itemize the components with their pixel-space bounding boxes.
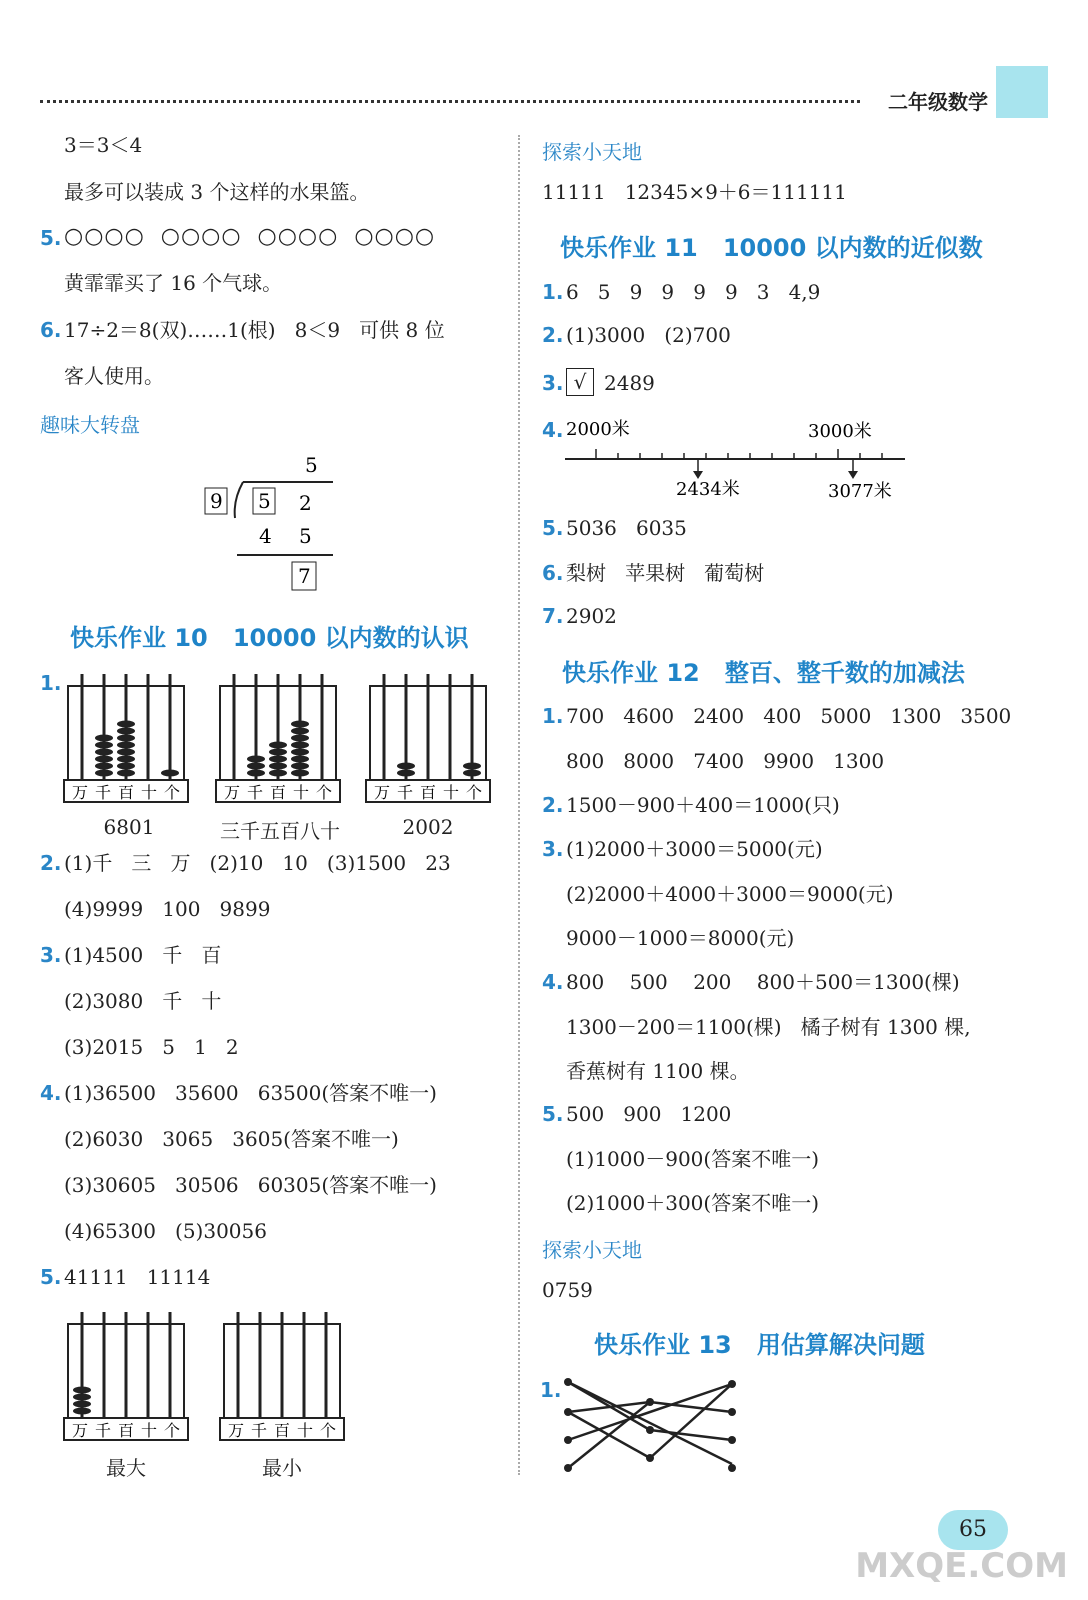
- answer-line: (1)3000 (2)700: [566, 323, 731, 347]
- question-number: 5.: [40, 1265, 62, 1289]
- answer-line: 梨树 苹果树 葡萄树: [566, 561, 765, 585]
- division-bracket: [235, 482, 333, 518]
- answer-line: 1500－900＋400＝1000(只): [566, 793, 840, 817]
- section-fun-wheel: 趣味大转盘: [40, 413, 140, 437]
- answer-line: 2902: [566, 604, 617, 628]
- header-tab: [996, 66, 1048, 118]
- question-number: 3.: [542, 371, 564, 395]
- answer-line: (3)2015 5 1 2: [64, 1035, 239, 1059]
- answer-line: (2)2000＋4000＋3000＝9000(元): [566, 882, 894, 906]
- checkmark-box: √: [566, 368, 594, 396]
- answer-line: (1)千 三 万 (2)10 10 (3)1500 23: [64, 851, 451, 875]
- question-number: 6.: [40, 318, 62, 342]
- page-number: 65: [938, 1510, 1008, 1550]
- column-divider: [518, 135, 520, 1475]
- section-explore: 探索小天地: [542, 1238, 642, 1262]
- question-number: 4.: [542, 970, 564, 994]
- answer-line: 1300－200＝1100(棵) 橘子树有 1300 棵,: [566, 1015, 971, 1039]
- question-number: 6.: [542, 561, 564, 585]
- question-number: 1.: [542, 280, 564, 304]
- question-number: 1.: [40, 671, 62, 695]
- answer-line: 41111 11114: [64, 1265, 211, 1289]
- question-number: 2.: [40, 851, 62, 875]
- long-division: [195, 450, 345, 595]
- question-number: 5.: [542, 1102, 564, 1126]
- answer-line: 6 5 9 9 9 9 3 4,9: [566, 280, 821, 304]
- circles-answer: ○○○○ ○○○○ ○○○○ ○○○○: [64, 224, 436, 249]
- header-dotted-rule: [40, 100, 860, 103]
- answer-line: 700 4600 2400 400 5000 1300 3500: [566, 704, 1012, 728]
- question-number: 1.: [540, 1378, 562, 1402]
- answer-line: 3＝3＜4: [64, 133, 143, 157]
- hw11-title: 快乐作业 11 10000 以内数的近似数: [560, 234, 983, 262]
- question-number: 5.: [40, 226, 62, 250]
- hw10-title: 快乐作业 10 10000 以内数的认识: [70, 624, 469, 652]
- answer-line: 17÷2＝8(双)……1(根) 8＜9 可供 8 位: [64, 318, 445, 342]
- number-line: [560, 415, 920, 505]
- quotient: 5: [305, 453, 318, 477]
- question-number: 4.: [542, 418, 564, 442]
- place-value-labels: 万千百十个: [72, 1421, 188, 1440]
- label-3000m: 3000米: [808, 421, 872, 442]
- answer-line: (4)65300 (5)30056: [64, 1219, 267, 1243]
- label-2000m: 2000米: [566, 419, 630, 440]
- question-number: 2.: [542, 323, 564, 347]
- abacus-caption: 最小: [262, 1456, 302, 1480]
- abacus-6801: [60, 672, 192, 806]
- divisor: 9: [210, 489, 223, 513]
- answer-line: (1)36500 35600 63500(答案不唯一): [64, 1081, 437, 1105]
- answer-line: 黄霏霏买了 16 个气球。: [64, 271, 283, 295]
- place-value-labels: 万千百十个: [72, 783, 188, 802]
- abacus-3580: [212, 672, 344, 806]
- abacus-caption: 6801: [103, 815, 155, 839]
- answer-line: (1)2000＋3000＝5000(元): [566, 837, 823, 861]
- watermark: MXQE.COM: [855, 1546, 1068, 1586]
- abacus-2002: [362, 672, 494, 806]
- answer-line: 香蕉树有 1100 棵。: [566, 1059, 750, 1083]
- question-number: 1.: [542, 704, 564, 728]
- answer-line: 客人使用。: [64, 364, 164, 388]
- place-value-labels: 万千百十个: [224, 783, 340, 802]
- answer-line: 11111 12345×9＋6＝111111: [542, 180, 847, 204]
- answer-line: 最多可以装成 3 个这样的水果篮。: [64, 180, 370, 204]
- grade-label: 二年级数学: [888, 90, 988, 114]
- answer-line: (2)6030 3065 3605(答案不唯一): [64, 1127, 399, 1151]
- place-value-labels: 万千百十个: [228, 1421, 344, 1440]
- remainder: 7: [298, 564, 311, 588]
- question-number: 3.: [542, 837, 564, 861]
- answer-line: (1)4500 千 百: [64, 943, 222, 967]
- answer-line: 0759: [542, 1278, 593, 1302]
- hw13-title: 快乐作业 13 用估算解决问题: [594, 1331, 925, 1359]
- question-number: 5.: [542, 516, 564, 540]
- product-tens: 4: [259, 524, 272, 548]
- answer-line: (4)9999 100 9899: [64, 897, 271, 921]
- abacus-largest: [60, 1310, 192, 1444]
- answer-line: (1)1000－900(答案不唯一): [566, 1147, 820, 1171]
- question-number: 4.: [40, 1081, 62, 1105]
- answer-line: 500 900 1200: [566, 1102, 732, 1126]
- answer-line: 800 8000 7400 9900 1300: [566, 749, 885, 773]
- label-3077m: 3077米: [828, 481, 892, 502]
- section-explore: 探索小天地: [542, 140, 642, 164]
- place-value-labels: 万千百十个: [374, 783, 490, 802]
- question-number: 3.: [40, 943, 62, 967]
- abacus-caption: 最大: [106, 1456, 146, 1480]
- answer-line: 5036 6035: [566, 516, 687, 540]
- dividend-ones: 2: [299, 491, 312, 515]
- answer-line: 9000－1000＝8000(元): [566, 926, 795, 950]
- label-2434m: 2434米: [676, 479, 740, 500]
- answer-line: 2489: [604, 371, 655, 395]
- dividend-tens: 5: [258, 489, 271, 513]
- abacus-caption: 2002: [402, 815, 454, 839]
- hw12-title: 快乐作业 12 整百、整千数的加减法: [562, 659, 965, 687]
- answer-line: (2)1000＋300(答案不唯一): [566, 1191, 820, 1215]
- question-number: 7.: [542, 604, 564, 628]
- abacus-smallest: [216, 1310, 348, 1444]
- question-number: 2.: [542, 793, 564, 817]
- product-ones: 5: [299, 524, 312, 548]
- abacus-caption: 三千五百八十: [220, 819, 340, 843]
- answer-line: (3)30605 30506 60305(答案不唯一): [64, 1173, 437, 1197]
- answer-line: (2)3080 千 十: [64, 989, 222, 1013]
- answer-line: 800 500 200 800＋500＝1300(棵): [566, 970, 960, 994]
- matching-diagram: [556, 1372, 746, 1482]
